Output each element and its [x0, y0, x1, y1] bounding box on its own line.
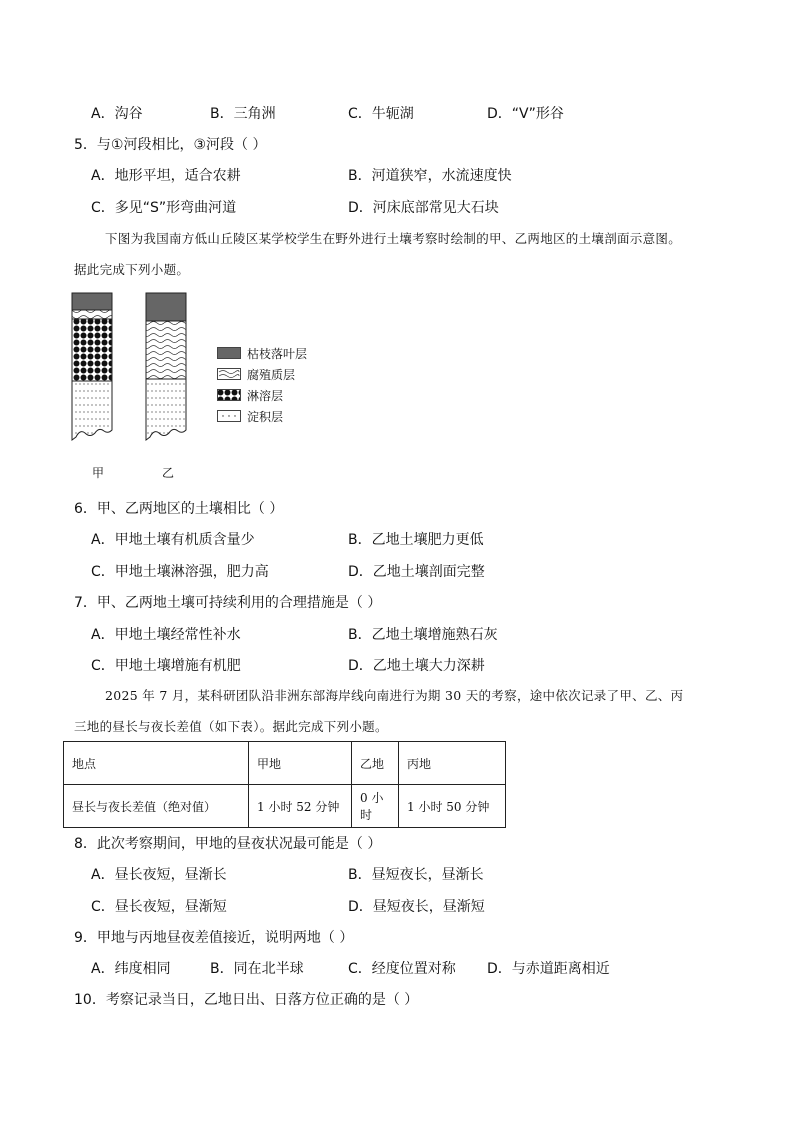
q5-option-d: D．河床底部常见大石块	[348, 200, 499, 216]
legend-swatch-illuvial	[217, 410, 241, 422]
q5-option-a: A．地形平坦，适合农耕	[91, 168, 241, 184]
legend-swatch-eluvial	[217, 389, 241, 401]
q7-option-b: B．乙地土壤增施熟石灰	[348, 627, 498, 643]
legend-illuvial-layer	[217, 409, 283, 423]
q8-option-b: B．昼短夜长，昼渐长	[348, 867, 484, 883]
table-header-place: 地点	[64, 742, 249, 785]
legend-swatch-humus	[217, 368, 241, 380]
q7-stem: 7．甲、乙两地土壤可持续利用的合理措施是（ ）	[74, 595, 382, 611]
q6-option-b: B．乙地土壤肥力更低	[348, 532, 484, 548]
intro2-line2: 三地的昼长与夜长差值（如下表）。据此完成下列小题。	[74, 719, 388, 734]
q7-option-d: D．乙地土壤大力深耕	[348, 658, 485, 674]
legend-label-litter: 枯枝落叶层	[247, 346, 308, 361]
intro2-line1: 2025 年 7 月，某科研团队沿非洲东部海岸线向南进行为期 30 天的考察，途中依次记录了甲、乙、丙	[105, 688, 684, 703]
q5-option-b: B．河道狭窄，水流速度快	[348, 168, 512, 184]
q4-option-c: C．牛轭湖	[348, 106, 414, 122]
q9-option-b: B．同在北半球	[210, 961, 304, 977]
table-row	[64, 785, 506, 828]
table-header-bing: 丙地	[399, 742, 506, 785]
table-cell-jia: 1 小时 52 分钟	[249, 785, 352, 828]
q5-option-c: C．多见“S”形弯曲河道	[91, 200, 237, 216]
soil-column-yi	[146, 293, 186, 440]
table-cell-label: 昼长与夜长差值（绝对值）	[64, 785, 249, 828]
q8-option-c: C．昼长夜短，昼渐短	[91, 899, 227, 915]
table-header-row	[64, 742, 506, 785]
q8-option-a: A．昼长夜短，昼渐长	[91, 867, 227, 883]
q9-option-a: A．纬度相同	[91, 961, 171, 977]
table-cell-yi: 0 小时	[352, 785, 399, 828]
day-length-table	[63, 741, 506, 828]
q6-stem: 6．甲、乙两地区的土壤相比（ ）	[74, 501, 284, 517]
legend-label-eluvial: 淋溶层	[247, 388, 284, 403]
table-cell-bing: 1 小时 50 分钟	[399, 785, 506, 828]
table-header-jia: 甲地	[249, 742, 352, 785]
soil-column-jia	[72, 293, 112, 440]
q9-option-c: C．经度位置对称	[348, 961, 456, 977]
legend-label-illuvial: 淀积层	[247, 409, 284, 424]
legend-humus-layer	[217, 367, 295, 381]
legend-litter-layer	[217, 346, 307, 360]
legend-label-humus: 腐殖质层	[247, 367, 296, 382]
q6-option-a: A．甲地土壤有机质含量少	[91, 532, 255, 548]
q4-option-a: A．沟谷	[91, 106, 143, 122]
table-header-yi: 乙地	[352, 742, 399, 785]
figure-label-jia: 甲	[92, 466, 105, 480]
figure-label-yi: 乙	[162, 466, 175, 480]
legend-swatch-litter	[217, 347, 241, 359]
soil-profile-figure	[66, 290, 216, 470]
q7-option-c: C．甲地土壤增施有机肥	[91, 658, 241, 674]
q10-stem: 10．考察记录当日，乙地日出、日落方位正确的是（ ）	[74, 992, 419, 1008]
q4-option-b: B．三角洲	[210, 106, 276, 122]
q6-option-d: D．乙地土壤剖面完整	[348, 564, 485, 580]
q8-option-d: D．昼短夜长，昼渐短	[348, 899, 485, 915]
q7-option-a: A．甲地土壤经常性补水	[91, 627, 241, 643]
intro1-line1: 下图为我国南方低山丘陵区某学校学生在野外进行土壤考察时绘制的甲、乙两地区的土壤剖面示意图。	[105, 231, 682, 246]
q8-stem: 8．此次考察期间，甲地的昼夜状况最可能是（ ）	[74, 836, 382, 852]
legend-eluvial-layer	[217, 388, 283, 402]
intro1-line2: 据此完成下列小题。	[74, 262, 190, 277]
q4-option-d: D．“V”形谷	[487, 106, 564, 122]
q9-stem: 9．甲地与丙地昼夜差值接近，说明两地（ ）	[74, 930, 354, 946]
q5-stem: 5．与①河段相比，③河段（ ）	[74, 137, 267, 153]
q9-option-d: D．与赤道距离相近	[487, 961, 610, 977]
q6-option-c: C．甲地土壤淋溶强，肥力高	[91, 564, 269, 580]
